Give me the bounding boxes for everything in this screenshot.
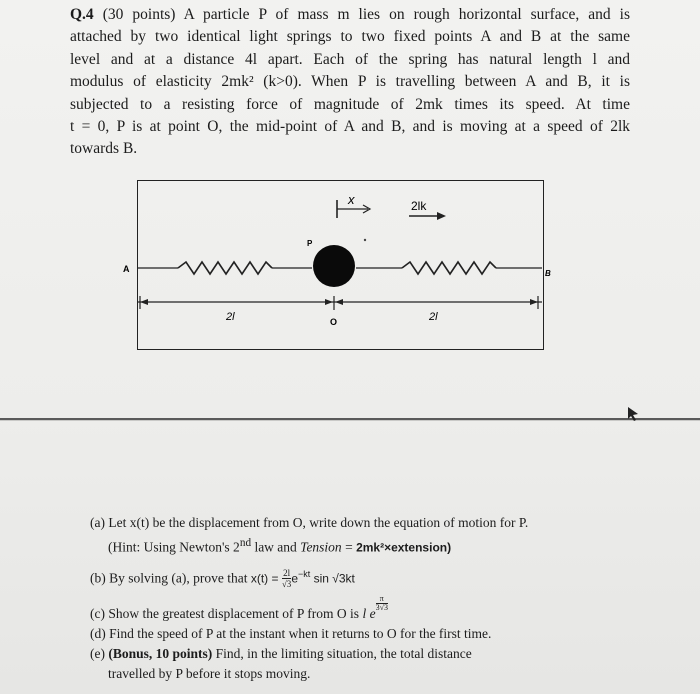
left-spring: [178, 262, 272, 274]
part-d: (d) Find the speed of P at the instant when it returns to O for the first time.: [90, 626, 492, 642]
section-divider-shadow: [0, 420, 700, 421]
part-a-hint: [90, 533, 610, 558]
part-e-text: Find, in the limiting situation, the total distance: [212, 646, 472, 662]
hint-sup: nd: [239, 537, 252, 549]
dim-label-left: 2l: [226, 311, 235, 323]
part-e-bonus: (Bonus, 10 points): [108, 646, 213, 662]
hint-prefix: (Hint: Using Newton's 2: [108, 539, 240, 555]
part-b-frac-num: 2l: [283, 568, 291, 579]
part-b-prefix: (b) By solving (a), prove that: [90, 570, 251, 585]
part-b-lhs: x(t) =: [250, 571, 282, 585]
question-line-7: towards B.: [70, 140, 138, 158]
part-b: (b) By solving (a), prove that x(t) = $\frac{2l}{√3}$ $e^{-kt}$ sin √3kt: [90, 568, 355, 590]
dim-arrow-right: [530, 299, 538, 305]
hint-mid: law and: [251, 539, 301, 555]
speed-arrow-head: [437, 212, 446, 220]
question-line-1: A particle P of mass m lies on rough horizontal surface, and is: [183, 6, 631, 23]
part-a: (a) Let x(t) be the displacement from O, write down the equation of motion for P.: [90, 515, 529, 530]
question-line-2: attached by two identical light springs to two fixed points A and B at the same: [70, 28, 630, 46]
question-parts: [90, 513, 610, 684]
part-e-label: (e): [90, 646, 109, 662]
label-p: P: [307, 239, 313, 248]
part-c-text: (c) Show the greatest displacement of P from O is: [90, 606, 363, 622]
question-line-6: t = 0, P is at point O, the mid-point of A and B, and is moving at a speed of 2lk: [70, 118, 630, 136]
label-o: O: [330, 317, 338, 327]
part-c-value: l e: [362, 606, 376, 622]
part-b-tail: sin √3kt: [310, 571, 355, 585]
right-spring: [402, 262, 496, 274]
dim-arrow-left: [140, 299, 148, 305]
dim-label-right: 2l: [429, 311, 438, 323]
label-b: B: [545, 269, 551, 278]
label-speed: 2lk: [411, 199, 427, 213]
label-a: A: [123, 264, 130, 274]
question-line-5: subjected to a resisting force of magnitude of 2mk times its speed. At time: [70, 95, 630, 113]
part-c-exponent: [376, 595, 388, 612]
question-points: (30 points): [102, 6, 176, 23]
particle-p: [313, 245, 355, 287]
dot-mark: [364, 239, 366, 241]
part-c: [90, 595, 610, 624]
part-b-fraction: [282, 568, 291, 589]
part-e: [90, 644, 610, 664]
question-number: Q.4: [70, 6, 94, 23]
part-e-line2: travelled by P before it stops moving.: [108, 666, 311, 682]
part-c-exp-num: π: [376, 595, 388, 604]
label-x: x: [348, 192, 355, 207]
part-c-exp-den: 3√3: [375, 603, 388, 613]
question-line-4: modulus of elasticity 2mk² (k>0). When P is travelling between A and B, it is: [70, 73, 630, 91]
part-b-exp: −kt: [298, 568, 311, 579]
dim-arrow-center-right: [335, 299, 343, 305]
hint-tension: Tension: [300, 539, 342, 555]
hint-formula: 2mk²×extension): [356, 540, 452, 555]
mouse-cursor-icon: [626, 406, 640, 422]
dim-arrow-center-left: [325, 299, 333, 305]
hint-eq: =: [341, 539, 357, 555]
part-b-frac-den: √3: [281, 579, 292, 590]
question-line-3: level and at a distance 4l apart. Each of the spring has natural length l and: [70, 50, 630, 68]
